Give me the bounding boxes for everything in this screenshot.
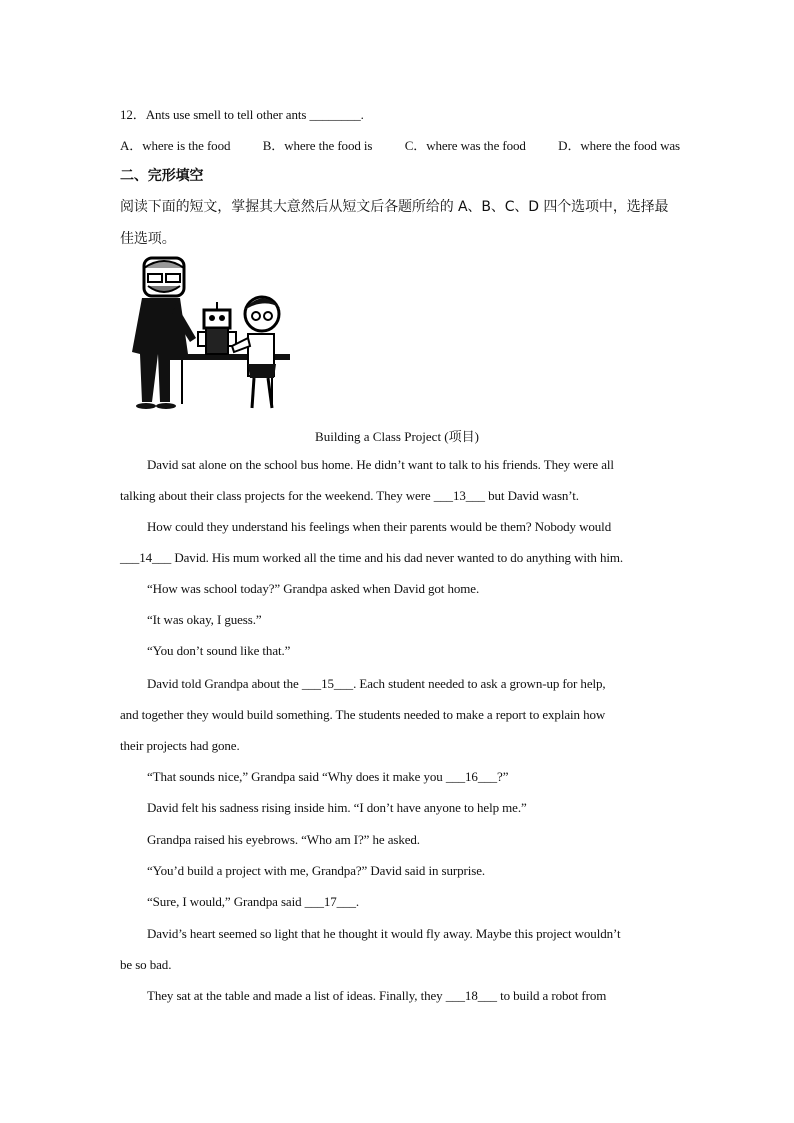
passage-line: ___14___ David. His mum worked all the time and his dad never wanted to do anything with him. <box>120 550 624 565</box>
question-12-stem: 12．Ants use smell to tell other ants ________. <box>120 107 364 122</box>
section-instruction-line-2: 佳选项。 <box>120 231 176 247</box>
passage-line: David sat alone on the school bus home. He didn’t want to talk to his friends. They were all <box>147 457 614 472</box>
passage-line: talking about their class projects for the weekend. They were ___13___ but David wasn’t. <box>120 488 579 503</box>
passage-line: They sat at the table and made a list of ideas. Finally, they ___18___ to build a robot from <box>147 988 607 1003</box>
passage-line: David’s heart seemed so light that he thought it would fly away. Maybe this project wouldn’t <box>147 926 621 941</box>
passage-line: be so bad. <box>120 957 172 972</box>
passage-line: “You don’t sound like that.” <box>147 643 291 658</box>
passage-line: Grandpa raised his eyebrows. “Who am I?” he asked. <box>147 832 420 847</box>
passage-line: and together they would build something. The students needed to make a report to explain how <box>120 707 606 722</box>
passage-line: “How was school today?” Grandpa asked when David got home. <box>147 581 480 596</box>
option-b: B．where the food is <box>262 138 373 153</box>
passage-line: “Sure, I would,” Grandpa said ___17___. <box>147 894 359 909</box>
passage-line: David told Grandpa about the ___15___. Each student needed to ask a grown-up for help, <box>147 676 606 691</box>
passage-title: Building a Class Project (项目) <box>315 429 479 444</box>
option-a: A．where is the food <box>120 138 231 153</box>
option-d: D．where the food was <box>558 138 680 153</box>
option-c: C．where was the food <box>404 138 526 153</box>
section-instruction-line-1: 阅读下面的短文，掌握其大意然后从短文后各题所给的 A、B、C、D 四个选项中，选择最 <box>120 199 669 215</box>
passage-line: How could they understand his feelings when their parents would be them? Nobody would <box>147 519 612 534</box>
section-heading: 二、完形填空 <box>120 168 204 184</box>
grandpa-boy-robot-illustration <box>122 254 292 416</box>
passage-line: “It was okay, I guess.” <box>147 612 262 627</box>
passage-line: “That sounds nice,” Grandpa said “Why does it make you ___16___?” <box>147 769 509 784</box>
passage-line: “You’d build a project with me, Grandpa?” David said in surprise. <box>147 863 486 878</box>
question-12-options <box>120 135 680 154</box>
passage-line: their projects had gone. <box>120 738 240 753</box>
passage-line: David felt his sadness rising inside him. “I don’t have anyone to help me.” <box>147 800 527 815</box>
